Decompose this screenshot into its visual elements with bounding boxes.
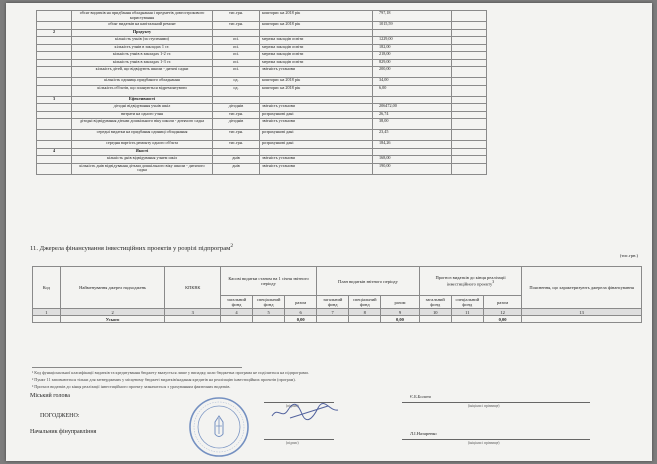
- row-number: [37, 85, 72, 96]
- indicator-name: кількість учнів в закладах 1 ст.: [72, 44, 213, 52]
- total-cell: [451, 316, 483, 323]
- signature-scribble-icon: [268, 400, 348, 424]
- indicator-row: [37, 59, 487, 67]
- indicator-unit: тис.грн.: [213, 111, 260, 119]
- indicator-unit: од.: [213, 85, 260, 96]
- total-cash: 0,00: [285, 316, 317, 323]
- col-source: Найменування джерел надходжень: [60, 267, 165, 309]
- empty-cell: [452, 111, 487, 119]
- forecast-sup: 3: [492, 280, 495, 285]
- indicator-name: середня вартість ремонту одного об'єкта: [72, 141, 213, 149]
- indicator-value: [373, 148, 452, 156]
- indicator-value: 26,74: [373, 111, 452, 119]
- indicator-source: розрахункові дані: [260, 141, 373, 149]
- footnote-3: ³ Прогноз видатків до кінця реалізації інвестиційного проекту зазначається з урахуванням фактичних видатків.: [32, 384, 231, 389]
- indicator-row: [37, 52, 487, 60]
- indicator-value: 190,00: [373, 163, 452, 174]
- indicator-source: [260, 29, 373, 37]
- row-number: [37, 52, 72, 60]
- empty-cell: [452, 96, 487, 104]
- indicator-unit: дітоднів: [213, 104, 260, 112]
- col-notes: Пояснення, що характеризують джерела фінансування: [522, 267, 642, 309]
- indicator-unit: днів: [213, 156, 260, 164]
- empty-cell: [452, 141, 487, 149]
- sub-header: разом: [285, 296, 317, 309]
- indicator-value: 797,18: [373, 11, 452, 22]
- row-number: 4: [37, 148, 72, 156]
- empty-cell: [452, 44, 487, 52]
- indicator-value: 200,00: [373, 67, 452, 78]
- indicator-source: звітність установи: [260, 67, 373, 78]
- total-cell: [349, 316, 381, 323]
- document-page: [6, 3, 652, 461]
- finance-sign-line: [264, 439, 334, 440]
- total-cell: [253, 316, 285, 323]
- col-number: 1: [33, 309, 61, 316]
- total-cell: [522, 316, 642, 323]
- mayor-title: Міський голова: [30, 393, 70, 399]
- empty-cell: [452, 104, 487, 112]
- row-number: [37, 163, 72, 174]
- row-number: [37, 119, 72, 130]
- indicator-name: кількість днів відвідування дітьми дошкільного віку школи - дитячого садка: [72, 163, 213, 174]
- indicator-value: 34,00: [373, 78, 452, 86]
- sub-header: разом: [483, 296, 521, 309]
- finance-name-caption: (ініціали і прізвище): [468, 441, 500, 445]
- sub-header: спеціальний фонд: [253, 296, 285, 309]
- empty-cell: [452, 148, 487, 156]
- indicator-unit: тис.грн.: [213, 11, 260, 22]
- indicator-name: обсяг видатків на придбання обладнання і предметів довгострокового користування: [72, 11, 213, 22]
- col-group-plan: План видатків звітного періоду: [317, 267, 420, 296]
- indicator-unit: тис.грн.: [213, 141, 260, 149]
- indicator-value: [373, 96, 452, 104]
- finance-name-line: [402, 439, 590, 440]
- indicator-source: мережа закладів освіти: [260, 59, 373, 67]
- indicator-source: звітність установи: [260, 156, 373, 164]
- indicator-row: [37, 37, 487, 45]
- indicator-source: мережа закладів освіти: [260, 37, 373, 45]
- section-row: [37, 148, 487, 156]
- indicator-name: середні видатки на придбання одиниці обладнання: [72, 130, 213, 141]
- row-number: [37, 44, 72, 52]
- indicator-unit: [213, 148, 260, 156]
- row-number: [37, 104, 72, 112]
- indicator-name: Продукту: [72, 29, 213, 37]
- indicator-value: 23,45: [373, 130, 452, 141]
- indicator-row: [37, 67, 487, 78]
- section-row: [37, 96, 487, 104]
- col-group-cash: Касові видатки станом на 1 січня звітного періоду: [221, 267, 317, 296]
- col-number: 4: [221, 309, 253, 316]
- indicator-name: обсяг видатків на капітальний ремонт: [72, 22, 213, 30]
- col-number: 5: [253, 309, 285, 316]
- row-number: [37, 11, 72, 22]
- indicator-row: [37, 22, 487, 30]
- indicator-name: дітодні відвідування учнів шкіл: [72, 104, 213, 112]
- forecast-text: Прогноз видатків до кінця реалізації інвестиційного проекту: [435, 275, 506, 287]
- indicator-name: кількість одиниць придбаного обладнання: [72, 78, 213, 86]
- total-forecast: 0,00: [483, 316, 521, 323]
- col-number: 8: [349, 309, 381, 316]
- indicator-unit: [213, 29, 260, 37]
- indicator-row: [37, 78, 487, 86]
- row-number: 2: [37, 29, 72, 37]
- row-number: [37, 22, 72, 30]
- mayor-name: Є.Б.Болото: [410, 394, 432, 399]
- indicator-name: кількість днів відвідування учнем шкіл: [72, 156, 213, 164]
- indicator-value: 168,00: [373, 156, 452, 164]
- section-row: [37, 29, 487, 37]
- indicator-row: [37, 119, 487, 130]
- indicator-source: мережа закладів освіти: [260, 52, 373, 60]
- sub-header: загальний фонд: [221, 296, 253, 309]
- empty-cell: [452, 78, 487, 86]
- indicator-row: [37, 130, 487, 141]
- section-heading-text: 11. Джерела фінансування інвестиційних проектів у розрізі підпрограм: [30, 245, 231, 253]
- indicator-row: [37, 111, 487, 119]
- indicator-source: звітність установи: [260, 119, 373, 130]
- indicator-source: кошторис на 2018 рік: [260, 78, 373, 86]
- empty-cell: [452, 37, 487, 45]
- indicator-name: кількість об'єктів, що плануються відремонтувати: [72, 85, 213, 96]
- indicator-source: звітність установи: [260, 104, 373, 112]
- empty-cell: [452, 52, 487, 60]
- finance-head-title: Начальник фінуправління: [30, 429, 97, 435]
- indicator-unit: [213, 96, 260, 104]
- footnote-rule: [32, 367, 242, 368]
- col-number: 13: [522, 309, 642, 316]
- total-cell: [165, 316, 221, 323]
- indicator-source: кошторис на 2018 рік: [260, 22, 373, 30]
- finance-head-name: Л.І.Назаренко: [410, 431, 437, 436]
- mayor-name-line: [402, 402, 590, 403]
- row-number: [37, 111, 72, 119]
- investment-sources-table: [32, 266, 642, 323]
- row-number: [37, 67, 72, 78]
- units-label: (тис.грн.): [619, 253, 638, 258]
- col-number: 3: [165, 309, 221, 316]
- indicator-row: [37, 156, 487, 164]
- col-number: 9: [381, 309, 419, 316]
- col-number: 6: [285, 309, 317, 316]
- empty-cell: [452, 11, 487, 22]
- total-cell: [221, 316, 253, 323]
- indicator-name: Ефективності: [72, 96, 213, 104]
- col-code: Код: [33, 267, 61, 309]
- empty-cell: [452, 85, 487, 96]
- total-cell: [317, 316, 349, 323]
- empty-cell: [452, 22, 487, 30]
- indicator-unit: од.: [213, 78, 260, 86]
- indicator-value: 38,00: [373, 119, 452, 130]
- indicator-unit: осі.: [213, 37, 260, 45]
- empty-cell: [452, 163, 487, 174]
- indicator-value: 6,00: [373, 85, 452, 96]
- empty-cell: [452, 29, 487, 37]
- section-heading-sup: 2: [230, 243, 234, 249]
- mayor-sign-caption: (підпис): [286, 404, 299, 408]
- empty-cell: [452, 119, 487, 130]
- row-number: [37, 59, 72, 67]
- performance-indicators-table: [36, 10, 487, 175]
- indicator-row: [37, 44, 487, 52]
- indicator-row: [37, 85, 487, 96]
- col-number: 2: [60, 309, 165, 316]
- indicator-name: витрати на одного учня: [72, 111, 213, 119]
- indicator-unit: тис.грн.: [213, 130, 260, 141]
- indicator-row: [37, 141, 487, 149]
- indicator-source: [260, 148, 373, 156]
- sub-header: спеціальний фонд: [451, 296, 483, 309]
- indicator-unit: тис.грн.: [213, 22, 260, 30]
- row-number: [37, 78, 72, 86]
- indicator-source: [260, 96, 373, 104]
- indicator-unit: осі.: [213, 44, 260, 52]
- col-number: 12: [483, 309, 521, 316]
- official-seal-icon: [188, 396, 250, 458]
- section-11-heading: [30, 243, 233, 252]
- sub-header: загальний фонд: [317, 296, 349, 309]
- col-number: 7: [317, 309, 349, 316]
- indicator-source: розрахункові дані: [260, 130, 373, 141]
- indicator-row: [37, 11, 487, 22]
- sub-header: загальний фонд: [419, 296, 451, 309]
- empty-cell: [452, 67, 487, 78]
- indicator-unit: дітоднів: [213, 119, 260, 130]
- indicator-name: кількість дітей, що відвідують школи - дитячі садки: [72, 67, 213, 78]
- row-number: [37, 130, 72, 141]
- indicator-unit: днів: [213, 163, 260, 174]
- indicator-name: Якості: [72, 148, 213, 156]
- indicator-unit: осі.: [213, 52, 260, 60]
- indicator-value: 1229,00: [373, 37, 452, 45]
- indicator-value: 218,00: [373, 52, 452, 60]
- indicator-name: кількість учнів в закладах 1-2 ст.: [72, 52, 213, 60]
- indicator-source: звітність установи: [260, 163, 373, 174]
- indicator-name: дітодні відвідування дітьми дошкільного віку школи - дитячого садка: [72, 119, 213, 130]
- indicator-value: 182,00: [373, 44, 452, 52]
- indicator-value: 206472,00: [373, 104, 452, 112]
- footnote-1: ¹ Код функціональної класифікації видатків та кредитування бюджету вказується лише у випадку, коли бюджетна програма не поділяється на підпрограми.: [32, 370, 309, 375]
- col-kpkvk: КПКВК: [165, 267, 221, 309]
- row-number: [37, 156, 72, 164]
- total-cell: [33, 316, 61, 323]
- finance-sign-caption: (підпис): [286, 441, 299, 445]
- total-label: Усього: [60, 316, 165, 323]
- empty-cell: [452, 156, 487, 164]
- total-cell: [419, 316, 451, 323]
- indicator-unit: осі.: [213, 67, 260, 78]
- indicator-value: [373, 29, 452, 37]
- col-number: 10: [419, 309, 451, 316]
- col-group-forecast: [419, 267, 522, 296]
- row-number: [37, 37, 72, 45]
- row-number: 3: [37, 96, 72, 104]
- indicator-row: [37, 104, 487, 112]
- indicator-name: кількість учнів в закладах 1-3 ст.: [72, 59, 213, 67]
- indicator-source: кошторис на 2018 рік: [260, 11, 373, 22]
- indicator-value: 1015,59: [373, 22, 452, 30]
- indicator-source: розрахункові дані: [260, 111, 373, 119]
- sub-header: спеціальний фонд: [349, 296, 381, 309]
- indicator-row: [37, 163, 487, 174]
- indicator-name: кількість учнів (за ступенями): [72, 37, 213, 45]
- row-number: [37, 141, 72, 149]
- footnote-2: ² Пункт 11 заповнюється тільки для затверджених у місцевому бюджеті видатків/надання кредитів на реалізацію інвестиційних проектів (програм).: [32, 377, 296, 382]
- indicator-value: 829,00: [373, 59, 452, 67]
- mayor-name-caption: (ініціали і прізвище): [468, 404, 500, 408]
- indicator-value: 184,26: [373, 141, 452, 149]
- total-plan: 0,00: [381, 316, 419, 323]
- empty-cell: [452, 130, 487, 141]
- indicator-source: кошторис на 2018 рік: [260, 85, 373, 96]
- empty-cell: [452, 59, 487, 67]
- agreed-label: ПОГОДЖЕНО:: [40, 413, 80, 419]
- indicator-source: мережа закладів освіти: [260, 44, 373, 52]
- sub-header: разом: [381, 296, 419, 309]
- indicator-unit: осі.: [213, 59, 260, 67]
- col-number: 11: [451, 309, 483, 316]
